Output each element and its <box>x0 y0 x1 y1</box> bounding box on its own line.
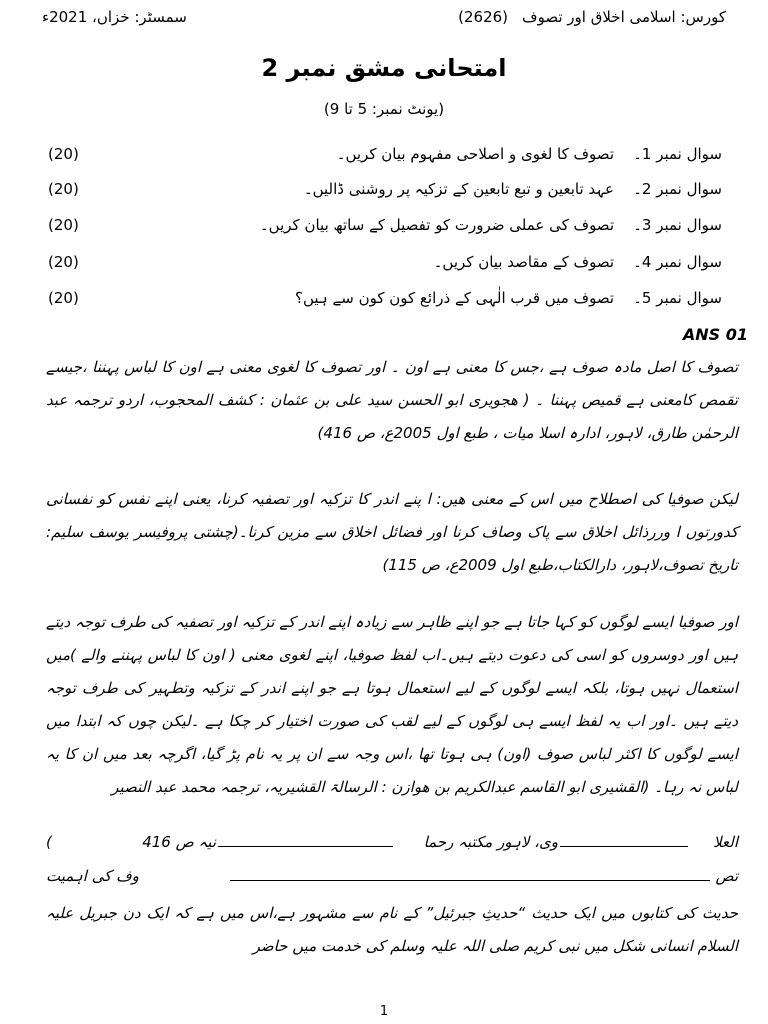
answer-paragraph: اور صوفیا ایسے لوگوں کو کہا جاتا ہے جو اپنے ظاہر سے زیادہ اپنے اندر کے تزکیہ اور تصفیہ کی طرف توجہ دیتے ہیں اور دوسروں کو اسی کی دعوت دیتے ہیں۔اب لفظ صوفیا، اپنے لغوی معنی ( اون کا لباس پہننے والے )میں استعمال نہیں ہوتا، بلکہ ایسے لوگوں کے لیے استعمال ہوتا ہے جو اپنے اندر کے تزکیہ وتطہیر کی طرف توجہ دیتے ہیں ۔اور اب یہ لفظ ایسے ہی لوگوں کے لیے لقب کی صورت اختیار کر چکا ہے ۔لیکن چوں کہ ابتدا میں ایسے لوگوں کا اکثر لباس صوف (اون) ہی ہوتا تھا ،اس وجہ سے ان پر یہ نام پڑ گیا، اگرچہ بعد میں ان کا یہ لباس نہ رہا۔ (القشیری ابو القاسم عبدالکریم بن ھوازن : الرسالۃ القشیریہ، ترجمہ محمد عبد النصیر <box>46 613 738 796</box>
broken-reference-line <box>46 829 738 859</box>
underline-rule <box>560 846 688 847</box>
line-fragment: تص <box>715 867 738 885</box>
question-text: تصوف کی عملی ضرورت کو تفصیل کے ساتھ بیان کریں۔ <box>259 216 614 234</box>
line-fragment: ) <box>46 833 52 851</box>
question-marks: (20) <box>48 145 79 163</box>
question-number: سوال نمبر 3۔ <box>633 216 722 234</box>
course-code: (2626) <box>458 8 509 26</box>
answer-heading: ANS 01 <box>682 325 748 344</box>
page-title: امتحانی مشق نمبر 2 <box>261 54 507 82</box>
question-text: تصوف کا لغوی و اصلاحی مفہوم بیان کریں۔ <box>336 145 614 163</box>
line-fragment: نیہ ص 416 <box>142 833 216 851</box>
question-text: تصوف میں قرب الٰہی کے ذرائع کون کون سے ہیں؟ <box>294 289 614 307</box>
line-fragment: وی، لاہور مکتبہ رحما <box>423 833 558 851</box>
underline-rule <box>218 846 393 847</box>
semester-header: سمسٹر: خزاں، 2021ء <box>42 8 187 26</box>
answer-paragraph: لیکن صوفیا کی اصطلاح میں اس کے معنی ھیں: ا پنے اندر کا تزکیہ اور تصفیہ کرنا، یعنی اپنے نفس کو نفسانی کدورتوں ا وررذائل اخلاق سے پاک وصاف کرنا اور فضائل اخلاق سے مزین کرنا۔(چشتی پروفیسر یوسف سلیم: تاریخ تصوف،لاہور، دارالکتاب،طبع اول 2009ع، ص 115) <box>46 490 738 574</box>
question-text: تصوف کے مقاصد بیان کریں۔ <box>433 253 614 271</box>
question-marks: (20) <box>48 253 79 271</box>
page-number: 1 <box>379 1004 389 1019</box>
answer-paragraph: حدیث کی کتابوں میں ایک حدیث “حدیثِ جبرئیل” کے نام سے مشہور ہے،اس میں ہے کہ ایک دن جبریل علیہ السلام انسانی شکل میں نبی کریم صلی اللہ علیہ وسلم کی خدمت میں حاضر <box>46 904 738 955</box>
section-heading-line <box>46 863 738 893</box>
course-name: کورس: اسلامی اخلاق اور تصوف <box>522 8 726 26</box>
question-row <box>48 251 722 279</box>
question-number: سوال نمبر 1۔ <box>633 145 722 163</box>
question-number: سوال نمبر 5۔ <box>633 289 722 307</box>
question-row <box>48 214 722 242</box>
question-number: سوال نمبر 4۔ <box>633 253 722 271</box>
question-marks: (20) <box>48 180 79 198</box>
line-fragment: وف کی اہمیت <box>46 867 139 885</box>
question-text: عہد تابعین و تبع تابعین کے تزکیہ پر روشنی ڈالیں۔ <box>303 180 614 198</box>
underline-rule <box>230 880 710 881</box>
course-header <box>458 8 726 26</box>
answer-paragraph: تصوف کا اصل مادہ صوف ہے ،جس کا معنی ہے اون ۔ اور تصوف کا لغوی معنی ہے اون کا لباس پہننا ،جیسے تقمص کامعنی ہے قمیص پہننا ۔ ( ھجویری ابو الحسن سید علی بن عثمان : کشف المحجوب، اردو ترجمہ عبد الرحمٰن طارق، لاہور، ادارہ اسلا میات ، طبع اول 2005ع، ص 416) <box>46 358 738 442</box>
units-subtitle: (یونٹ نمبر: 5 تا 9) <box>323 100 445 118</box>
question-number: سوال نمبر 2۔ <box>633 180 722 198</box>
question-row <box>48 178 722 206</box>
question-row <box>48 143 722 171</box>
question-marks: (20) <box>48 216 79 234</box>
question-row <box>48 287 722 315</box>
question-marks: (20) <box>48 289 79 307</box>
line-fragment: العلا <box>713 833 738 851</box>
